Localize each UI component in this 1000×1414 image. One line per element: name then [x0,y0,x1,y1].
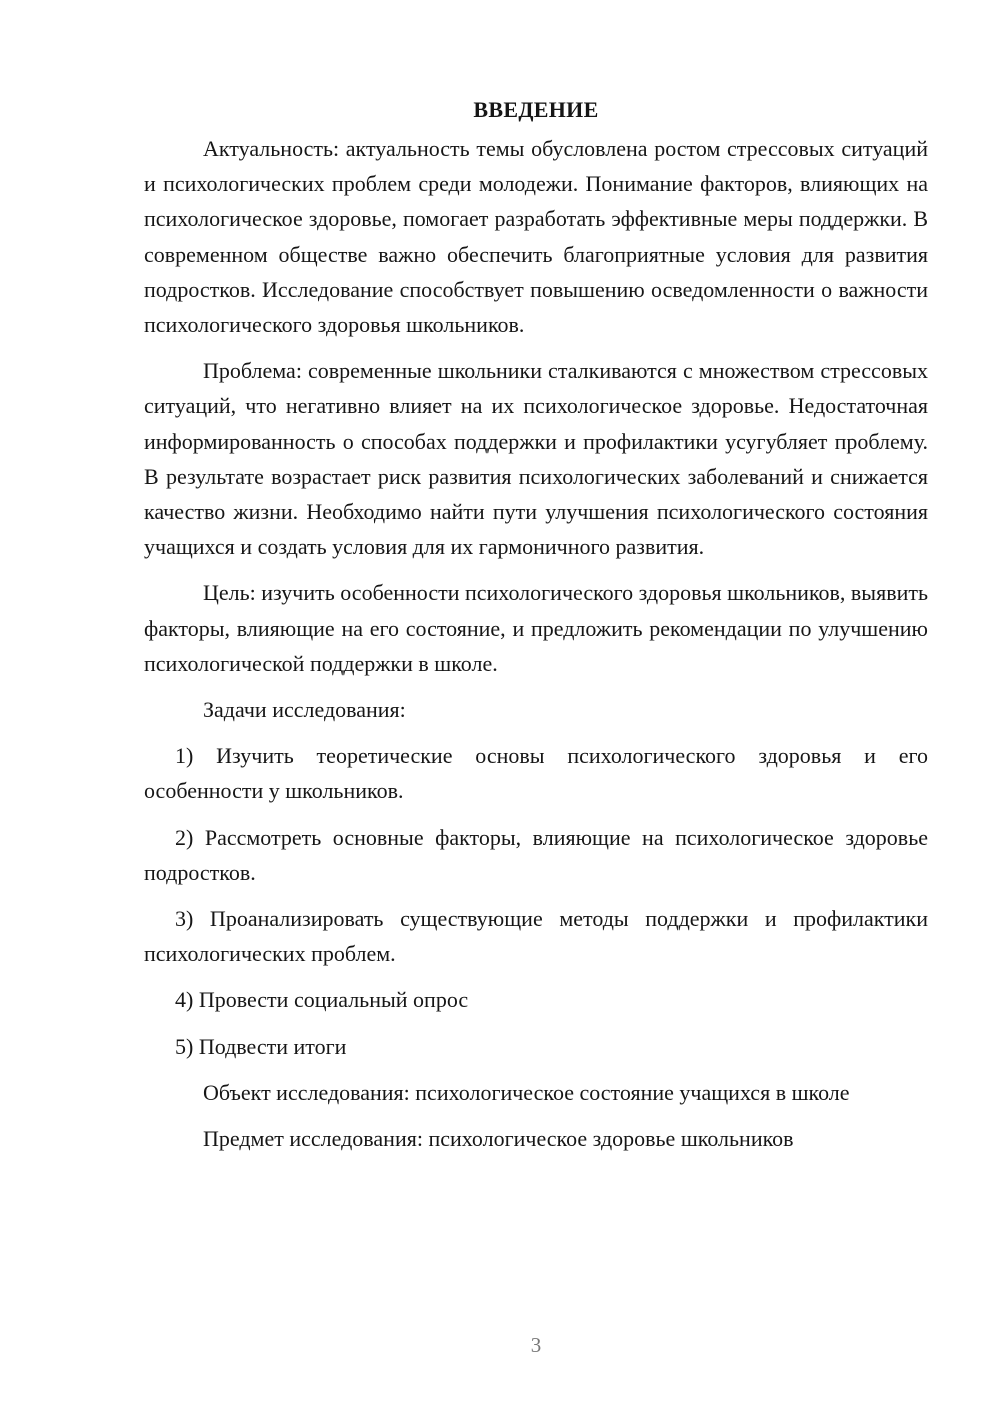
tasks-heading: Задачи исследования: [203,697,406,723]
page-number: 3 [530,1333,542,1357]
paragraph-subject: Предмет исследования: психологическое здоровье школьников [203,1126,794,1152]
paragraph-relevance: Актуальность: актуальность темы обусловлена ростом стрессовых ситуаций и психологических проблем среди молодежи. Понимание факторов, влияющих на психологическое здоровье, помогает разработать эффективные меры поддержки. В современном обществе важно обеспечить благоприятные условия для развития подростков. Исследование способствует повышению осведомленности о важности психологического здоровья школьников. [144,136,928,338]
paragraph-goal: Цель: изучить особенности психологического здоровья школьников, выявить факторы, влияющие на его состояние, и предложить рекомендации по улучшению психологической поддержки в школе. [144,580,929,676]
paragraph-object: Объект исследования: психологическое состояние учащихся в школе [203,1079,850,1105]
task-item-1: 1) Изучить теоретические основы психологического здоровья и его особенности у школьников. [144,743,928,804]
task-item-4: 4) Провести социальный опрос [175,987,469,1013]
document-page [144,92,928,1167]
page-title: ВВЕДЕНИЕ [473,97,599,122]
task-item-5: 5) Подвести итоги [175,1033,347,1059]
task-item-3: 3) Проанализировать существующие методы поддержки и профилактики психологических проблем. [144,906,928,967]
task-item-2: 2) Рассмотреть основные факторы, влияющие на психологическое здоровье подростков. [144,824,928,885]
paragraph-problem: Проблема: современные школьники сталкиваются с множеством стрессовых ситуаций, что негативно влияет на их психологическое здоровье. Недостаточная информированность о способах поддержки и профилактики усугубляет проблему. В результате возрастает риск развития психологических заболеваний и снижается качество жизни. Необходимо найти пути улучшения психологического состояния учащихся и создать условия для их гармоничного развития. [144,358,928,560]
